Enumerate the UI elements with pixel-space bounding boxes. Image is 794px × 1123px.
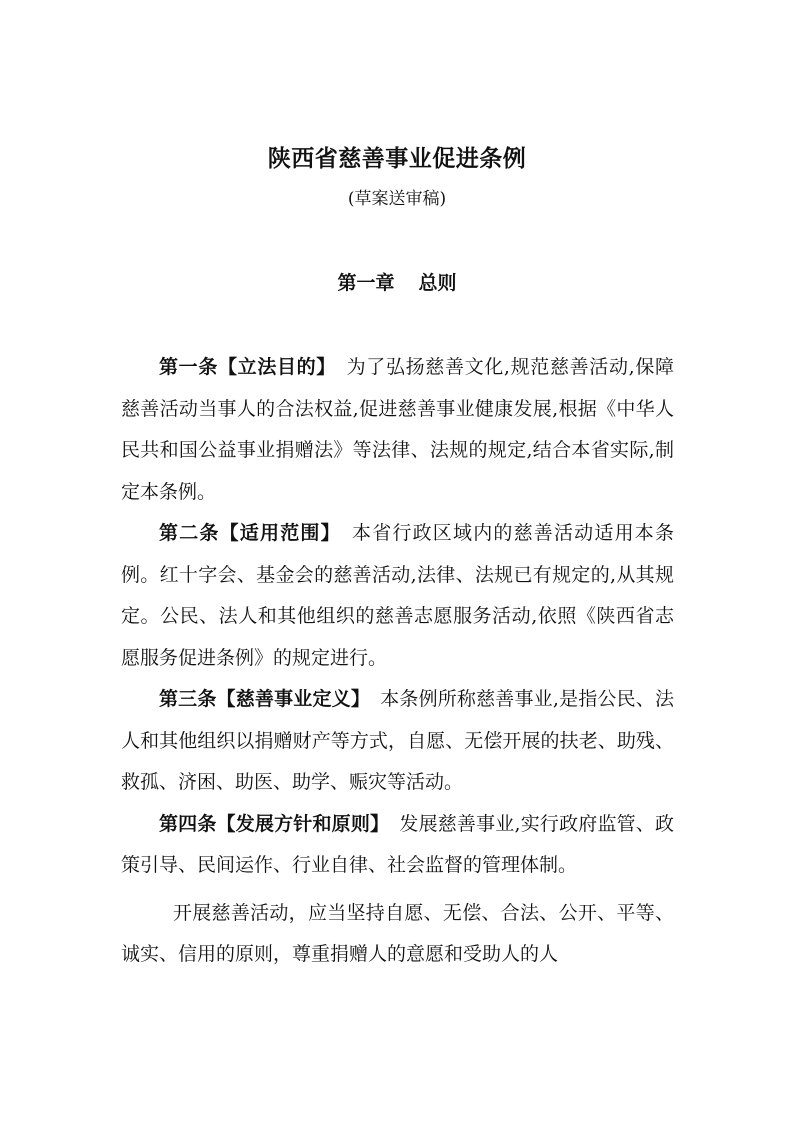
document-body xyxy=(121,347,674,976)
article-heading: 第三条【慈善事业定义】 xyxy=(159,688,371,710)
chapter-heading xyxy=(0,268,794,298)
article-text: 为了弘扬慈善文化,规范慈善活动,保障慈善活动当事人的合法权益,促进慈善事业健康发展,根据《中华人民共和国公益事业捐赠法》等法律、法规的规定,结合本省实际,制定本条例。 xyxy=(121,356,674,503)
document-subtitle: (草案送审稿) xyxy=(347,189,447,209)
chapter-name: 总则 xyxy=(418,272,457,294)
article-4-continuation: 开展慈善活动，应当坚持自愿、无偿、合法、公开、平等、诚实、信用的原则，尊重捐赠人的意愿和受助人的人 xyxy=(121,901,674,965)
article-text: 本省行政区域内的慈善活动适用本条例。红十字会、基金会的慈善活动,法律、法规已有规定的,从其规定。公民、法人和其他组织的慈善志愿服务活动,依照《陕西省志愿服务促进条例》的规定进行。 xyxy=(121,522,674,669)
article-heading: 第二条【适用范围】 xyxy=(159,522,341,544)
article-4 xyxy=(121,804,674,887)
chapter-number: 第一章 xyxy=(337,272,395,294)
article-text: 发展慈善事业,实行政府监管、政策引导、民间运作、行业自律、社会监督的管理体制。 xyxy=(121,812,674,876)
article-heading: 第一条【立法目的】 xyxy=(159,356,336,378)
article-1 xyxy=(121,347,674,513)
document-title: 陕西省慈善事业促进条例 xyxy=(267,146,527,172)
article-2 xyxy=(121,513,674,679)
article-3 xyxy=(121,679,674,804)
article-text: 本条例所称慈善事业,是指公民、法人和其他组织以捐赠财产等方式，自愿、无偿开展的扶老、助残、救孤、济困、助医、助学、赈灾等活动。 xyxy=(121,688,674,793)
article-heading: 第四条【发展方针和原则】 xyxy=(159,812,390,835)
